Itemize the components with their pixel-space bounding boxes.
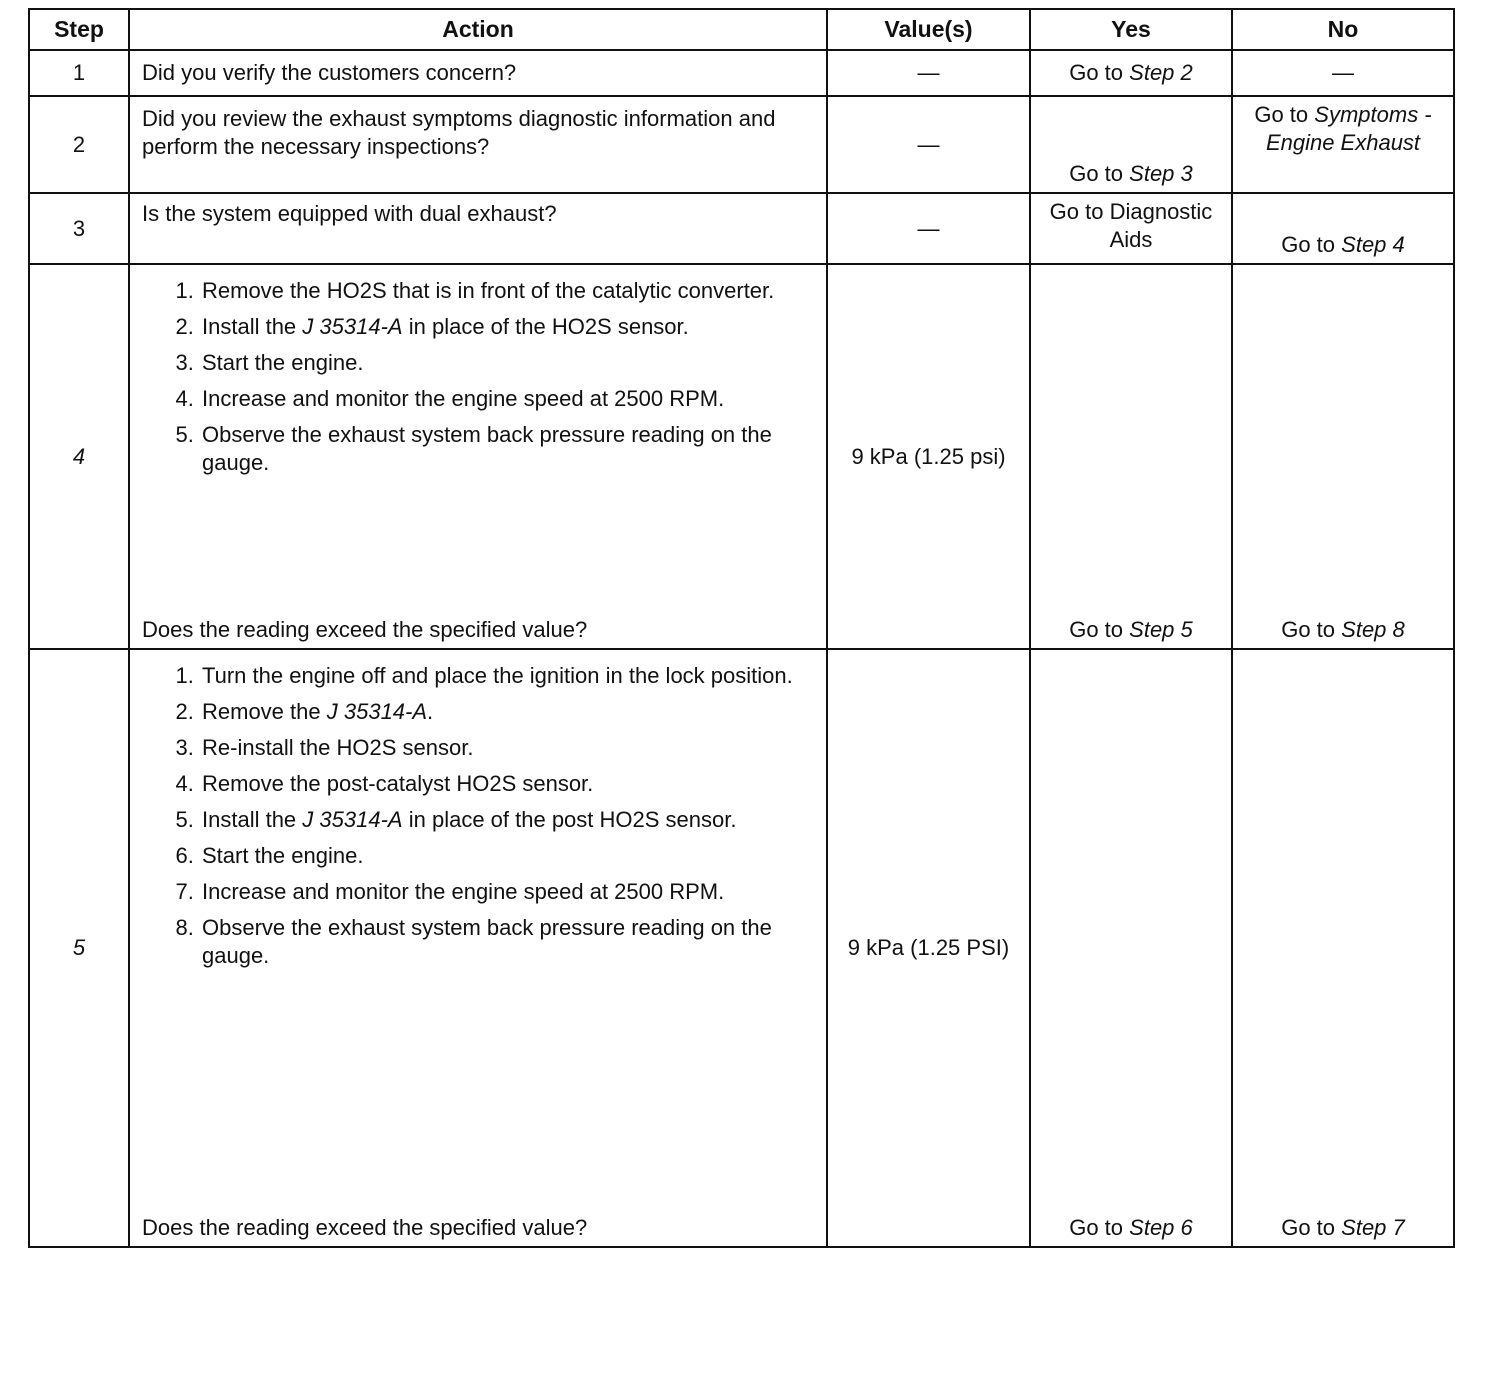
no-cell: [1232, 649, 1454, 1247]
procedure-item: [200, 349, 818, 377]
item-text: Observe the exhaust system back pressure reading on the gauge.: [202, 915, 772, 968]
item-text: Start the engine.: [202, 843, 364, 868]
table-row: [29, 96, 1454, 193]
yes-cell: [1030, 96, 1232, 193]
procedure-item: [200, 662, 818, 690]
action-question: Is the system equipped with dual exhaust?: [129, 193, 827, 264]
procedure-item: [200, 313, 818, 341]
yes-text[interactable]: Go to Diagnostic Aids: [1049, 199, 1213, 252]
procedure-item: [200, 734, 818, 762]
no-prefix: Go to: [1281, 1215, 1336, 1240]
item-text: in place of the HO2S sensor.: [408, 314, 689, 339]
item-text: Observe the exhaust system back pressure reading on the gauge.: [202, 422, 772, 475]
table-row: [29, 193, 1454, 264]
no-link[interactable]: Step 4: [1341, 232, 1405, 257]
action-question: Does the reading exceed the specified value?: [142, 617, 588, 642]
item-text: Increase and monitor the engine speed at 2500 RPM.: [202, 879, 725, 904]
action-question: Did you review the exhaust symptoms diagnostic information and perform the necessary inspections?: [129, 96, 827, 193]
yes-link[interactable]: Step 6: [1129, 1215, 1193, 1240]
no-cell: [1232, 193, 1454, 264]
no-prefix: Go to: [1254, 102, 1309, 127]
yes-cell[interactable]: [1030, 193, 1232, 264]
yes-prefix: Go to: [1069, 60, 1124, 85]
item-text: Re-install the HO2S sensor.: [202, 735, 474, 760]
yes-prefix: Go to: [1069, 161, 1124, 186]
diagnostic-table: [28, 8, 1455, 1248]
value-cell: —: [827, 50, 1030, 96]
no-link[interactable]: Step 8: [1341, 617, 1405, 642]
procedure-item: [200, 277, 818, 305]
action-cell: [129, 264, 827, 649]
value-cell: 9 kPa (1.25 psi): [827, 264, 1030, 649]
no-link[interactable]: Symptoms - Engine Exhaust: [1265, 102, 1432, 155]
item-text: Remove the post-catalyst HO2S sensor.: [202, 771, 594, 796]
yes-prefix: Go to: [1069, 617, 1124, 642]
value-cell: —: [827, 96, 1030, 193]
procedure-item: [200, 698, 818, 726]
item-text: Install the: [202, 314, 297, 339]
tool-name: J 35314-A: [302, 807, 403, 832]
procedure-list: [142, 662, 818, 970]
header-no: No: [1232, 9, 1454, 50]
step-number: 1: [29, 50, 129, 96]
header-action: Action: [129, 9, 827, 50]
step-number: 3: [29, 193, 129, 264]
item-text: Remove the: [202, 699, 321, 724]
header-step: Step: [29, 9, 129, 50]
yes-cell: [1030, 649, 1232, 1247]
item-text: in place of the post HO2S sensor.: [408, 807, 737, 832]
no-prefix: Go to: [1281, 232, 1336, 257]
step-number: 2: [29, 96, 129, 193]
yes-cell: [1030, 50, 1232, 96]
step-number: 4: [29, 264, 129, 649]
procedure-item: [200, 914, 818, 970]
procedure-list: [142, 277, 818, 477]
value-cell: 9 kPa (1.25 PSI): [827, 649, 1030, 1247]
tool-name: J 35314-A: [302, 314, 403, 339]
procedure-item: [200, 385, 818, 413]
yes-cell: [1030, 264, 1232, 649]
table-row: [29, 50, 1454, 96]
item-text: Install the: [202, 807, 297, 832]
header-values: Value(s): [827, 9, 1030, 50]
yes-link[interactable]: Step 3: [1129, 161, 1193, 186]
no-cell: [1232, 264, 1454, 649]
yes-link[interactable]: Step 5: [1129, 617, 1193, 642]
tool-name: J 35314-A: [326, 699, 428, 724]
header-yes: Yes: [1030, 9, 1232, 50]
procedure-item: [200, 770, 818, 798]
procedure-item: [200, 878, 818, 906]
item-text: Remove the HO2S that is in front of the catalytic converter.: [202, 278, 775, 303]
action-question: Did you verify the customers concern?: [129, 50, 827, 96]
no-cell: —: [1232, 50, 1454, 96]
yes-link[interactable]: Step 2: [1129, 60, 1193, 85]
yes-prefix: Go to: [1069, 1215, 1124, 1240]
procedure-item: [200, 421, 818, 477]
action-cell: [129, 649, 827, 1247]
no-prefix: Go to: [1281, 617, 1336, 642]
item-text: .: [427, 699, 434, 724]
item-text: Increase and monitor the engine speed at 2500 RPM.: [202, 386, 725, 411]
procedure-item: [200, 842, 818, 870]
item-text: Turn the engine off and place the ignition in the lock position.: [202, 663, 793, 688]
no-link[interactable]: Step 7: [1341, 1215, 1405, 1240]
no-cell: [1232, 96, 1454, 193]
value-cell: —: [827, 193, 1030, 264]
item-text: Start the engine.: [202, 350, 364, 375]
action-question: Does the reading exceed the specified value?: [142, 1215, 588, 1240]
header-row: [29, 9, 1454, 50]
step-number: 5: [29, 649, 129, 1247]
procedure-item: [200, 806, 818, 834]
table-row: [29, 649, 1454, 1247]
table-row: [29, 264, 1454, 649]
